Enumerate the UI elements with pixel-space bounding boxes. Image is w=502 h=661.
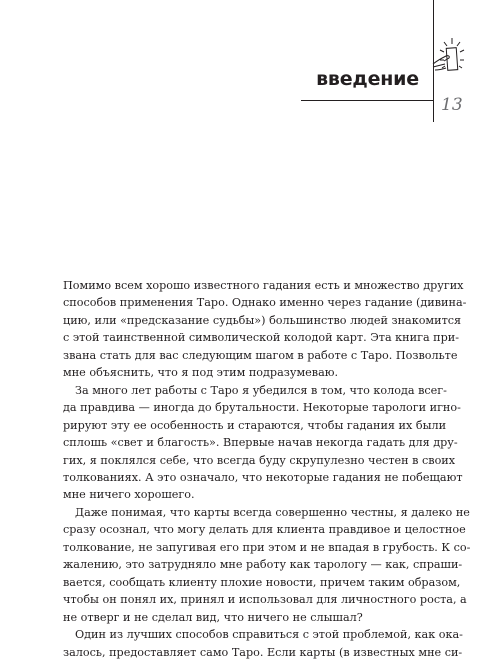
body-line: рируют эту ее особенность и стараются, чтобы гадания их были	[63, 418, 447, 432]
body-line: Даже понимая, что карты всегда совершенно честны, я далеко не	[75, 505, 470, 519]
body-line: чтобы он понял их, принял и использовал для личностного роста, а	[63, 593, 467, 607]
body-line: звана стать для вас следующим шагом в работе с Таро. Позвольте	[63, 348, 458, 362]
chapter-title: введение	[316, 68, 419, 90]
body-line: да правдива — иногда до брутальности. Некоторые тарологи игно-	[63, 401, 461, 415]
page-number: 13	[441, 95, 463, 115]
body-line: вается, сообщать клиенту плохие новости, причем таким образом,	[63, 575, 461, 589]
body-line: способов применения Таро. Однако именно через гадание (дивина-	[63, 296, 467, 310]
body-line: сплошь «свет и благость». Впервые начав некогда гадать для дру-	[63, 436, 458, 450]
title-underline	[301, 100, 434, 101]
body-line: жалению, это затрудняло мне работу как тарологу — как, спраши-	[63, 558, 463, 572]
hand-holding-card-icon	[428, 34, 468, 80]
body-line: За много лет работы с Таро я убедился в том, что колода всег-	[75, 383, 447, 397]
body-line: залось, предоставляет само Таро. Если карты (в известных мне си-	[63, 645, 463, 659]
body-line: не отверг и не сделал вид, что ничего не слышал?	[63, 610, 363, 624]
body-line: сразу осознал, что могу делать для клиента правдивое и целостное	[63, 523, 466, 537]
body-text	[63, 277, 471, 661]
body-line: Помимо всем хорошо известного гадания есть и множество других	[63, 279, 464, 292]
body-line: цию, или «предсказание судьбы») большинство людей знакомится	[63, 313, 462, 327]
body-line: гих, я поклялся себе, что всегда буду скрупулезно честен в своих	[63, 453, 456, 467]
body-line: мне объяснить, что я под этим подразумеваю.	[63, 366, 339, 380]
body-line: мне ничего хорошего.	[63, 488, 195, 502]
body-line: Один из лучших способов справиться с этой проблемой, как ока-	[75, 628, 463, 642]
body-line: с этой таинственной символической колодой карт. Эта книга при-	[63, 331, 460, 345]
body-line: толкование, не запугивая его при этом и не впадая в грубость. К со-	[63, 540, 471, 554]
body-line: толкованиях. А это означало, что некоторые гадания не побещают	[63, 470, 463, 484]
